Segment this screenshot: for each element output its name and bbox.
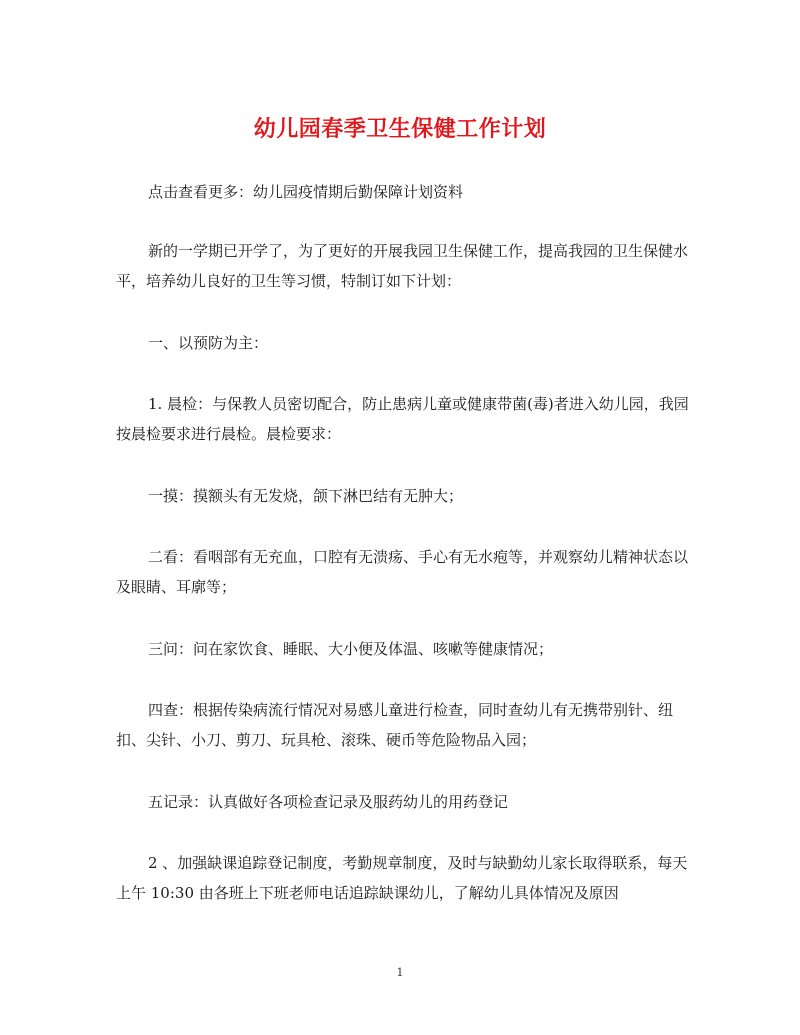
paragraph-record: 五记录：认真做好各项检查记录及服药幼儿的用药登记	[148, 793, 509, 811]
paragraph-touch: 一摸：摸额头有无发烧，颌下淋巴结有无肿大；	[148, 487, 464, 505]
paragraph-intro: 新的一学期已开学了，为了更好的开展我园卫生保健工作，提高我园的卫生保健水平，培养幼儿良好的卫生等习惯，特制订如下计划：	[116, 242, 689, 290]
paragraph-more-link: 点击查看更多：幼儿园疫情期后勤保障计划资料	[148, 183, 464, 201]
paragraph-morning-check: 1. 晨检：与保教人员密切配合，防止患病儿童或健康带菌(毒)者进入幼儿园，我园按晨检要求进行晨检。晨检要求：	[116, 395, 689, 443]
document-title: 幼儿园春季卫生保健工作计划	[253, 116, 547, 142]
paragraph-ask: 三问：问在家饮食、睡眠、大小便及体温、咳嗽等健康情况；	[148, 640, 554, 658]
paragraph-section-prevention: 一、以预防为主：	[148, 334, 269, 352]
paragraph-look: 二看：看咽部有无充血，口腔有无溃疡、手心有无水疱等，并观察幼儿精神状态以及眼睛、耳廓等；	[116, 548, 689, 596]
paragraph-absence-tracking: 2 、加强缺课追踪登记制度，考勤规章制度，及时与缺勤幼儿家长取得联系，每天上午 10:30 由各班上下班老师电话追踪缺课幼儿，了解幼儿具体情况及原因	[116, 854, 688, 902]
page-number: 1	[396, 966, 404, 979]
paragraph-inspect: 四查：根据传染病流行情况对易感儿童进行检查，同时查幼儿有无携带别针、纽扣、尖针、小刀、剪刀、玩具枪、滚珠、硬币等危险物品入园；	[116, 701, 674, 749]
